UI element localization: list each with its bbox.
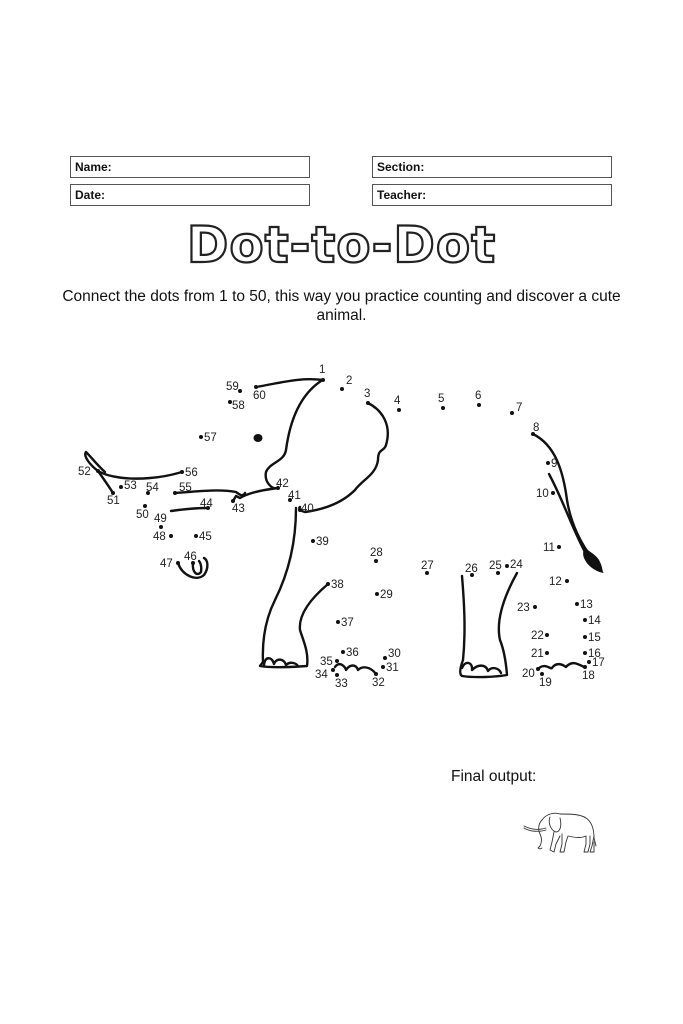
dot-35 [335, 659, 339, 663]
dot-39 [311, 539, 315, 543]
dot-9 [546, 461, 550, 465]
dot-4 [397, 408, 401, 412]
dot-18 [583, 665, 587, 669]
dot-label-45: 45 [199, 531, 212, 543]
dot-label-34: 34 [315, 669, 328, 681]
dot-label-20: 20 [522, 668, 535, 680]
dot-56 [180, 470, 184, 474]
dot-label-12: 12 [549, 576, 562, 588]
dot-19 [540, 672, 544, 676]
dot-label-11: 11 [543, 542, 555, 554]
dot-38 [326, 582, 330, 586]
dot-label-60: 60 [253, 390, 266, 402]
dot-label-38: 38 [331, 579, 344, 591]
dot-17 [587, 660, 591, 664]
dot-label-15: 15 [588, 632, 601, 644]
dot-31 [381, 665, 385, 669]
dot-label-37: 37 [341, 617, 354, 629]
dot-label-44: 44 [200, 498, 213, 510]
dot-label-21: 21 [531, 648, 544, 660]
dot-label-9: 9 [551, 458, 558, 470]
eye-dot [254, 434, 263, 442]
dot-label-58: 58 [232, 400, 245, 412]
dot-14 [583, 618, 587, 622]
dot-48 [169, 534, 173, 538]
dot-label-10: 10 [536, 488, 549, 500]
dot-45 [194, 534, 198, 538]
dot-label-39: 39 [316, 536, 329, 548]
dot-label-5: 5 [438, 393, 445, 405]
dot-label-35: 35 [320, 656, 333, 668]
name-label: Name: [75, 160, 112, 174]
dot-label-6: 6 [475, 390, 482, 402]
teacher-label: Teacher: [377, 188, 427, 202]
dot-34 [331, 668, 335, 672]
dot-57 [199, 435, 203, 439]
dot-50 [143, 504, 147, 508]
dot-label-28: 28 [370, 547, 383, 559]
dot-label-19: 19 [539, 677, 552, 689]
dot-label-51: 51 [107, 495, 120, 507]
dot-1 [321, 378, 325, 382]
dot-label-4: 4 [394, 395, 401, 407]
elephant-preview-icon [520, 808, 600, 856]
dot-label-8: 8 [533, 422, 540, 434]
dot-label-14: 14 [588, 615, 601, 627]
dot-label-56: 56 [185, 467, 198, 479]
dot-6 [477, 403, 481, 407]
dot-47 [176, 561, 180, 565]
dot-label-32: 32 [372, 677, 385, 689]
dot-label-54: 54 [146, 482, 159, 494]
dot-label-17: 17 [592, 657, 605, 669]
dot-24 [505, 564, 509, 568]
dot-32 [374, 672, 378, 676]
dot-label-41: 41 [288, 490, 301, 502]
dot-label-57: 57 [204, 432, 217, 444]
date-label: Date: [75, 188, 106, 202]
final-output-label: Final output: [451, 768, 537, 785]
tail-tuft-shape [583, 548, 604, 573]
dot-22 [545, 633, 549, 637]
dot-7 [510, 411, 514, 415]
dot-label-52: 52 [78, 466, 91, 478]
dot-label-25: 25 [489, 560, 502, 572]
dot-label-2: 2 [346, 375, 353, 387]
dot-37 [336, 620, 340, 624]
dot-label-3: 3 [364, 388, 371, 400]
dot-label-47: 47 [160, 558, 173, 570]
dot-12 [565, 579, 569, 583]
dot-16 [583, 651, 587, 655]
dots-layer [78, 364, 605, 690]
dot-label-40: 40 [301, 503, 314, 515]
dot-29 [375, 592, 379, 596]
dot-label-18: 18 [582, 670, 595, 682]
dot-label-43: 43 [232, 503, 245, 515]
dot-label-46: 46 [184, 551, 197, 563]
dot-60 [254, 385, 258, 389]
dot-label-1: 1 [319, 364, 326, 376]
dot-28 [374, 559, 378, 563]
dot-11 [557, 545, 561, 549]
dot-10 [551, 491, 555, 495]
section-label: Section: [377, 160, 425, 174]
dot-label-26: 26 [465, 563, 478, 575]
dot-label-23: 23 [517, 602, 530, 614]
dot-label-29: 29 [380, 589, 393, 601]
dot-23 [533, 605, 537, 609]
dot-label-59: 59 [226, 381, 239, 393]
dot-label-24: 24 [510, 559, 523, 571]
dot-label-31: 31 [386, 662, 399, 674]
dot-label-27: 27 [421, 560, 434, 572]
dot-53 [119, 485, 123, 489]
dot-30 [383, 656, 387, 660]
dot-label-55: 55 [179, 482, 192, 494]
dot-label-30: 30 [388, 648, 401, 660]
dot-3 [366, 401, 370, 405]
dot-label-13: 13 [580, 599, 593, 611]
dot-49 [159, 525, 163, 529]
dot-36 [341, 650, 345, 654]
dot-label-22: 22 [531, 630, 544, 642]
dot-55 [173, 491, 177, 495]
dot-5 [441, 406, 445, 410]
dot-label-49: 49 [154, 513, 167, 525]
dot-33 [335, 673, 339, 677]
dot-label-33: 33 [335, 678, 348, 690]
dot-2 [340, 387, 344, 391]
dot-13 [575, 602, 579, 606]
instructions-text: Connect the dots from 1 to 50, this way you practice counting and discover a cute animal. [62, 288, 621, 324]
dot-label-36: 36 [346, 647, 359, 659]
dot-label-16: 16 [588, 648, 601, 660]
dot-15 [583, 635, 587, 639]
dot-label-53: 53 [124, 480, 137, 492]
dot-label-50: 50 [136, 509, 149, 521]
dot-label-48: 48 [153, 531, 166, 543]
dot-label-7: 7 [516, 402, 523, 414]
dot-52 [96, 469, 100, 473]
dot-21 [545, 651, 549, 655]
title-text: Dot-to-Dot [186, 216, 497, 272]
dot-label-42: 42 [276, 478, 289, 490]
dot-20 [536, 667, 540, 671]
